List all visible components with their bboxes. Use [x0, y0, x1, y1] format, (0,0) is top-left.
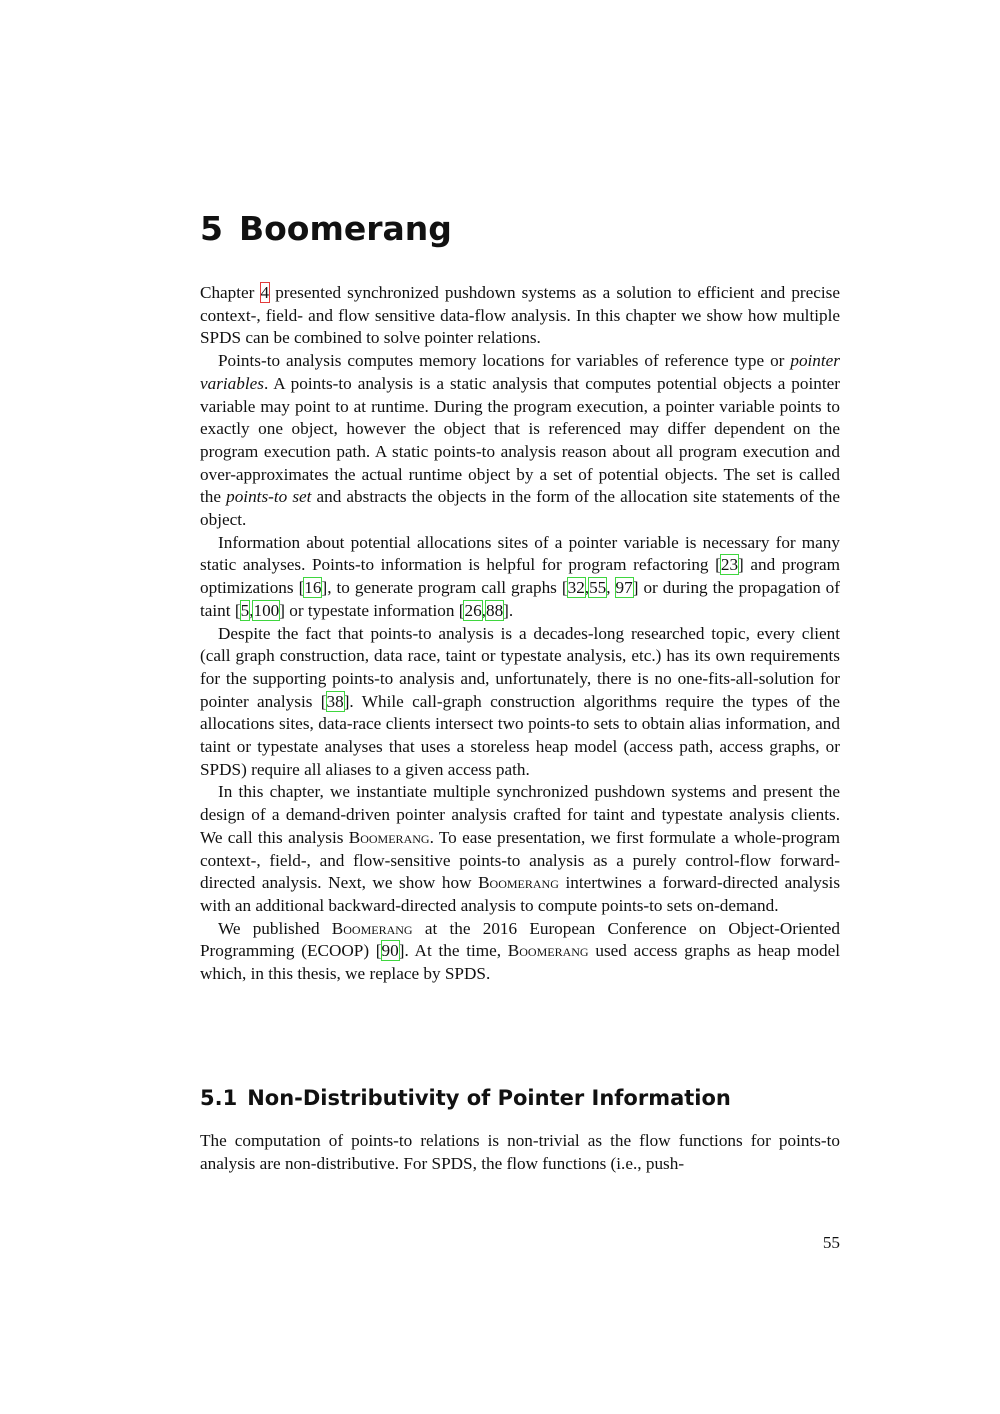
text-run: and abstracts the objects in the form of the allocation site statements of the object. — [200, 487, 840, 530]
small-caps-boomerang: Boomerang — [478, 873, 559, 893]
citation-link[interactable]: 32 — [567, 578, 585, 598]
paragraph-6: We published Boomerang at the 2016 European Conference on Object-Oriented Programming (ECOOP) [90]. At the time, Boomerang used access graphs as heap model which, in this thesis, we replace by SPDS. — [200, 918, 840, 984]
small-caps-boomerang: Boomerang — [331, 918, 413, 938]
text-run: . To ease presentation, we first formulate a whole-program context-, field-, and flow-sensitive points-to analysis as a purely control-flow forward-directed analysis. Next, we show how — [200, 827, 840, 893]
text-run: , to generate program call graphs — [327, 578, 562, 598]
citation-link[interactable]: 88 — [485, 600, 504, 620]
emphasis-pointer-variables: pointer variables — [200, 351, 840, 393]
chapter-intro-text — [200, 282, 840, 986]
text-run: Despite the fact that points-to analysis is a decades-long researched topic, every client (call graph construction, data race, taint or typestate analysis, etc.) has its own requirements for the supporting points-to analysis and, unfortunately, there is no one-fits-all-solution for pointer analysis — [200, 623, 840, 711]
section-heading — [200, 1082, 731, 1114]
section-title: Non-Distributivity of Pointer Information — [247, 1086, 731, 1110]
text-run: intertwines a forward-directed analysis with an additional backward-directed analysis to compute points-to sets on-demand. — [200, 873, 841, 915]
text-run: presented synchronized pushdown systems as a solution to efficient and precise context-, field- and flow sensitive data-flow analysis. In this chapter we show how multiple SPDS can be combined to solve pointer relations. — [200, 283, 840, 348]
citation-link[interactable]: 16 — [304, 578, 322, 598]
chapter-title: Boomerang — [238, 209, 452, 248]
text-run: . While call-graph construction algorithms require the types of the allocations sites, data-race clients intersect two points-to sets to obtain alias information, and taint or typestate analyses that uses a storeless heap model (access path, access graphs, or SPDS) require all aliases to a given access path. — [200, 691, 840, 779]
section-paragraph-1: The computation of points-to relations is non-trivial as the flow functions for points-to analysis are non-distributive. For SPDS, the flow functions (i.e., push- — [200, 1131, 840, 1173]
text-run: Points-to analysis computes memory locations for variables of reference type or — [218, 351, 791, 371]
citation-link[interactable]: 5 — [240, 600, 250, 620]
citation-link[interactable]: 23 — [720, 555, 739, 575]
paragraph-1 — [200, 282, 840, 350]
text-run: or during the propagation of taint — [200, 578, 840, 620]
text-run: . — [508, 600, 514, 620]
paragraph-3: Information about potential allocations sites of a pointer variable is necessary for many static analyses. Points-to information is helpful for program refactoring [23] and program optimizations [16], to generate program call graphs [32,55, 97] or during the propagation of taint [5,100] or typestate information [26,88]. — [200, 532, 840, 620]
citation-link[interactable]: 97 — [615, 578, 633, 598]
paragraph-5 — [200, 781, 840, 917]
citation-link[interactable]: 90 — [381, 941, 399, 961]
chapter-number: 5 — [200, 209, 223, 248]
text-run: We published — [218, 918, 332, 938]
small-caps-boomerang: Boomerang — [507, 941, 589, 961]
text-run: at the 2016 European Conference on Object-Oriented Programming (ECOOP) — [200, 918, 840, 961]
text-run: or typestate information — [285, 600, 459, 620]
section-text — [200, 1130, 840, 1175]
page — [200, 0, 840, 1414]
chapter-heading — [200, 205, 452, 253]
chapter-reference-link[interactable]: 4 — [260, 283, 270, 302]
text-run: . A points-to analysis is a static analysis that computes potential objects a pointer variable may point to at runtime. During the program execution, a pointer variable points to exactly one object, however the object that is referenced may differ dependent on the program execution path. A static points-to analysis reason about all program execution and over-approximates the actual runtime object by a set of potential objects. The set is called the — [200, 373, 840, 507]
text-run: . At the time, — [404, 941, 508, 961]
text-run: In this chapter, we instantiate multiple synchronized pushdown systems and present the design of a demand-driven pointer analysis crafted for taint and typestate analysis clients. We call this analysis — [200, 782, 840, 847]
citation-link[interactable]: 100 — [253, 600, 280, 620]
section-number: 5.1 — [200, 1086, 238, 1110]
emphasis-points-to-set: points-to set — [226, 487, 312, 507]
small-caps-boomerang: Boomerang — [348, 827, 430, 847]
text-run: and program optimizations — [200, 555, 840, 598]
paragraph-4: Despite the fact that points-to analysis is a decades-long researched topic, every client (call graph construction, data race, taint or typestate analysis, etc.) has its own requirements for the supporting points-to analysis and, unfortunately, there is no one-fits-all-solution for pointer analysis [38]. While call-graph construction algorithms require the types of the allocations sites, data-race clients intersect two points-to sets to obtain alias information, and taint or typestate analyses that uses a storeless heap model (access path, access graphs, or SPDS) require all aliases to a given access path. — [200, 623, 840, 779]
text-run: used access graphs as heap model which, in this thesis, we replace by SPDS. — [200, 941, 840, 984]
citation-link[interactable]: 38 — [326, 691, 344, 711]
text-run: Information about potential allocations sites of a pointer variable is necessary for many static analyses. Points-to information is helpful for program refactoring — [200, 532, 840, 575]
citation-link[interactable]: 26 — [464, 600, 482, 620]
page-number: 55 — [822, 1233, 840, 1252]
paragraph-2 — [200, 350, 840, 532]
citation-link[interactable]: 55 — [589, 578, 607, 598]
text-run: Chapter — [200, 283, 261, 302]
